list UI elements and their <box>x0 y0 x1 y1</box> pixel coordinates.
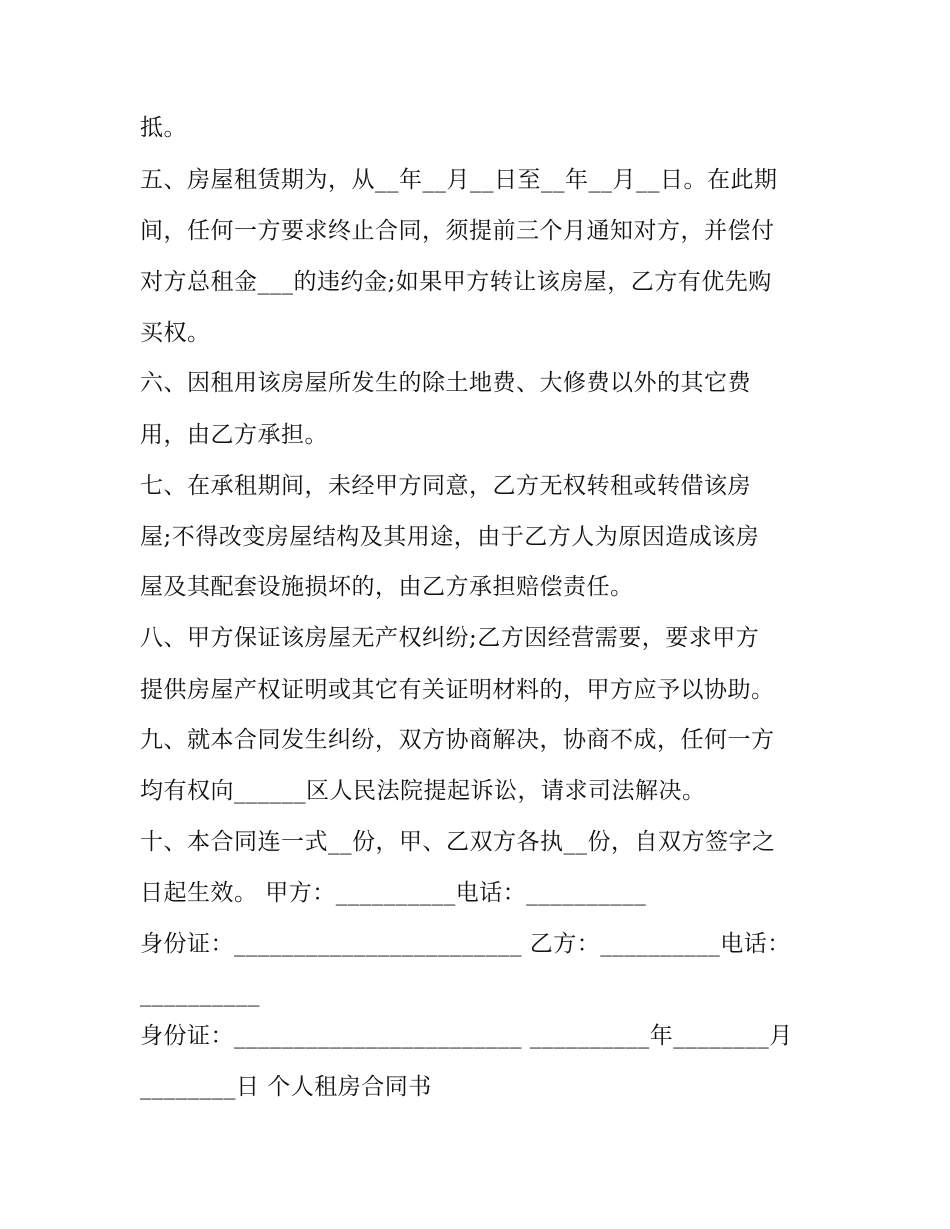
text-line-1: 抵。 <box>140 115 187 141</box>
text-line-14: 均有权向______区人民法院提起诉讼，请求司法解决。 <box>140 778 706 804</box>
text-line-20: ________日 个人租房合同书 <box>140 1074 432 1100</box>
text-line-10: 屋及其配套设施损坏的，由乙方承担赔偿责任。 <box>140 574 634 600</box>
text-line-2: 五、房屋租赁期为，从__年__月__日至__年__月__日。在此期 <box>140 167 778 193</box>
text-line-4: 对方总租金___的违约金;如果甲方转让该房屋，乙方有优先购 <box>140 269 772 295</box>
text-line-13: 九、就本合同发生纠纷，双方协商解决，协商不成，任何一方 <box>140 727 775 753</box>
text-line-17: 身份证：________________________ 乙方：__________电话： <box>140 931 791 957</box>
text-line-16: 日起生效。 甲方：__________电话：__________ <box>140 880 647 906</box>
text-line-19: 身份证：________________________ __________年________月 <box>140 1023 793 1049</box>
text-line-5: 买权。 <box>140 320 211 346</box>
text-line-6: 六、因租用该房屋所发生的除土地费、大修费以外的其它费 <box>140 370 751 396</box>
text-line-8: 七、在承租期间，未经甲方同意，乙方无权转租或转借该房 <box>140 473 751 499</box>
text-line-11: 八、甲方保证该房屋无产权纠纷;乙方因经营需要，要求甲方 <box>140 625 760 651</box>
text-line-3: 间，任何一方要求终止合同，须提前三个月通知对方，并偿付 <box>140 218 775 244</box>
text-line-18: __________ <box>140 981 260 1007</box>
text-line-7: 用，由乙方承担。 <box>140 422 328 448</box>
text-line-9: 屋;不得改变房屋结构及其用途，由于乙方人为原因造成该房 <box>140 524 760 550</box>
text-line-15: 十、本合同连一式__份，甲、乙双方各执__份，自双方签字之 <box>140 829 776 855</box>
text-line-12: 提供房屋产权证明或其它有关证明材料的，甲方应予以协助。 <box>140 677 775 703</box>
